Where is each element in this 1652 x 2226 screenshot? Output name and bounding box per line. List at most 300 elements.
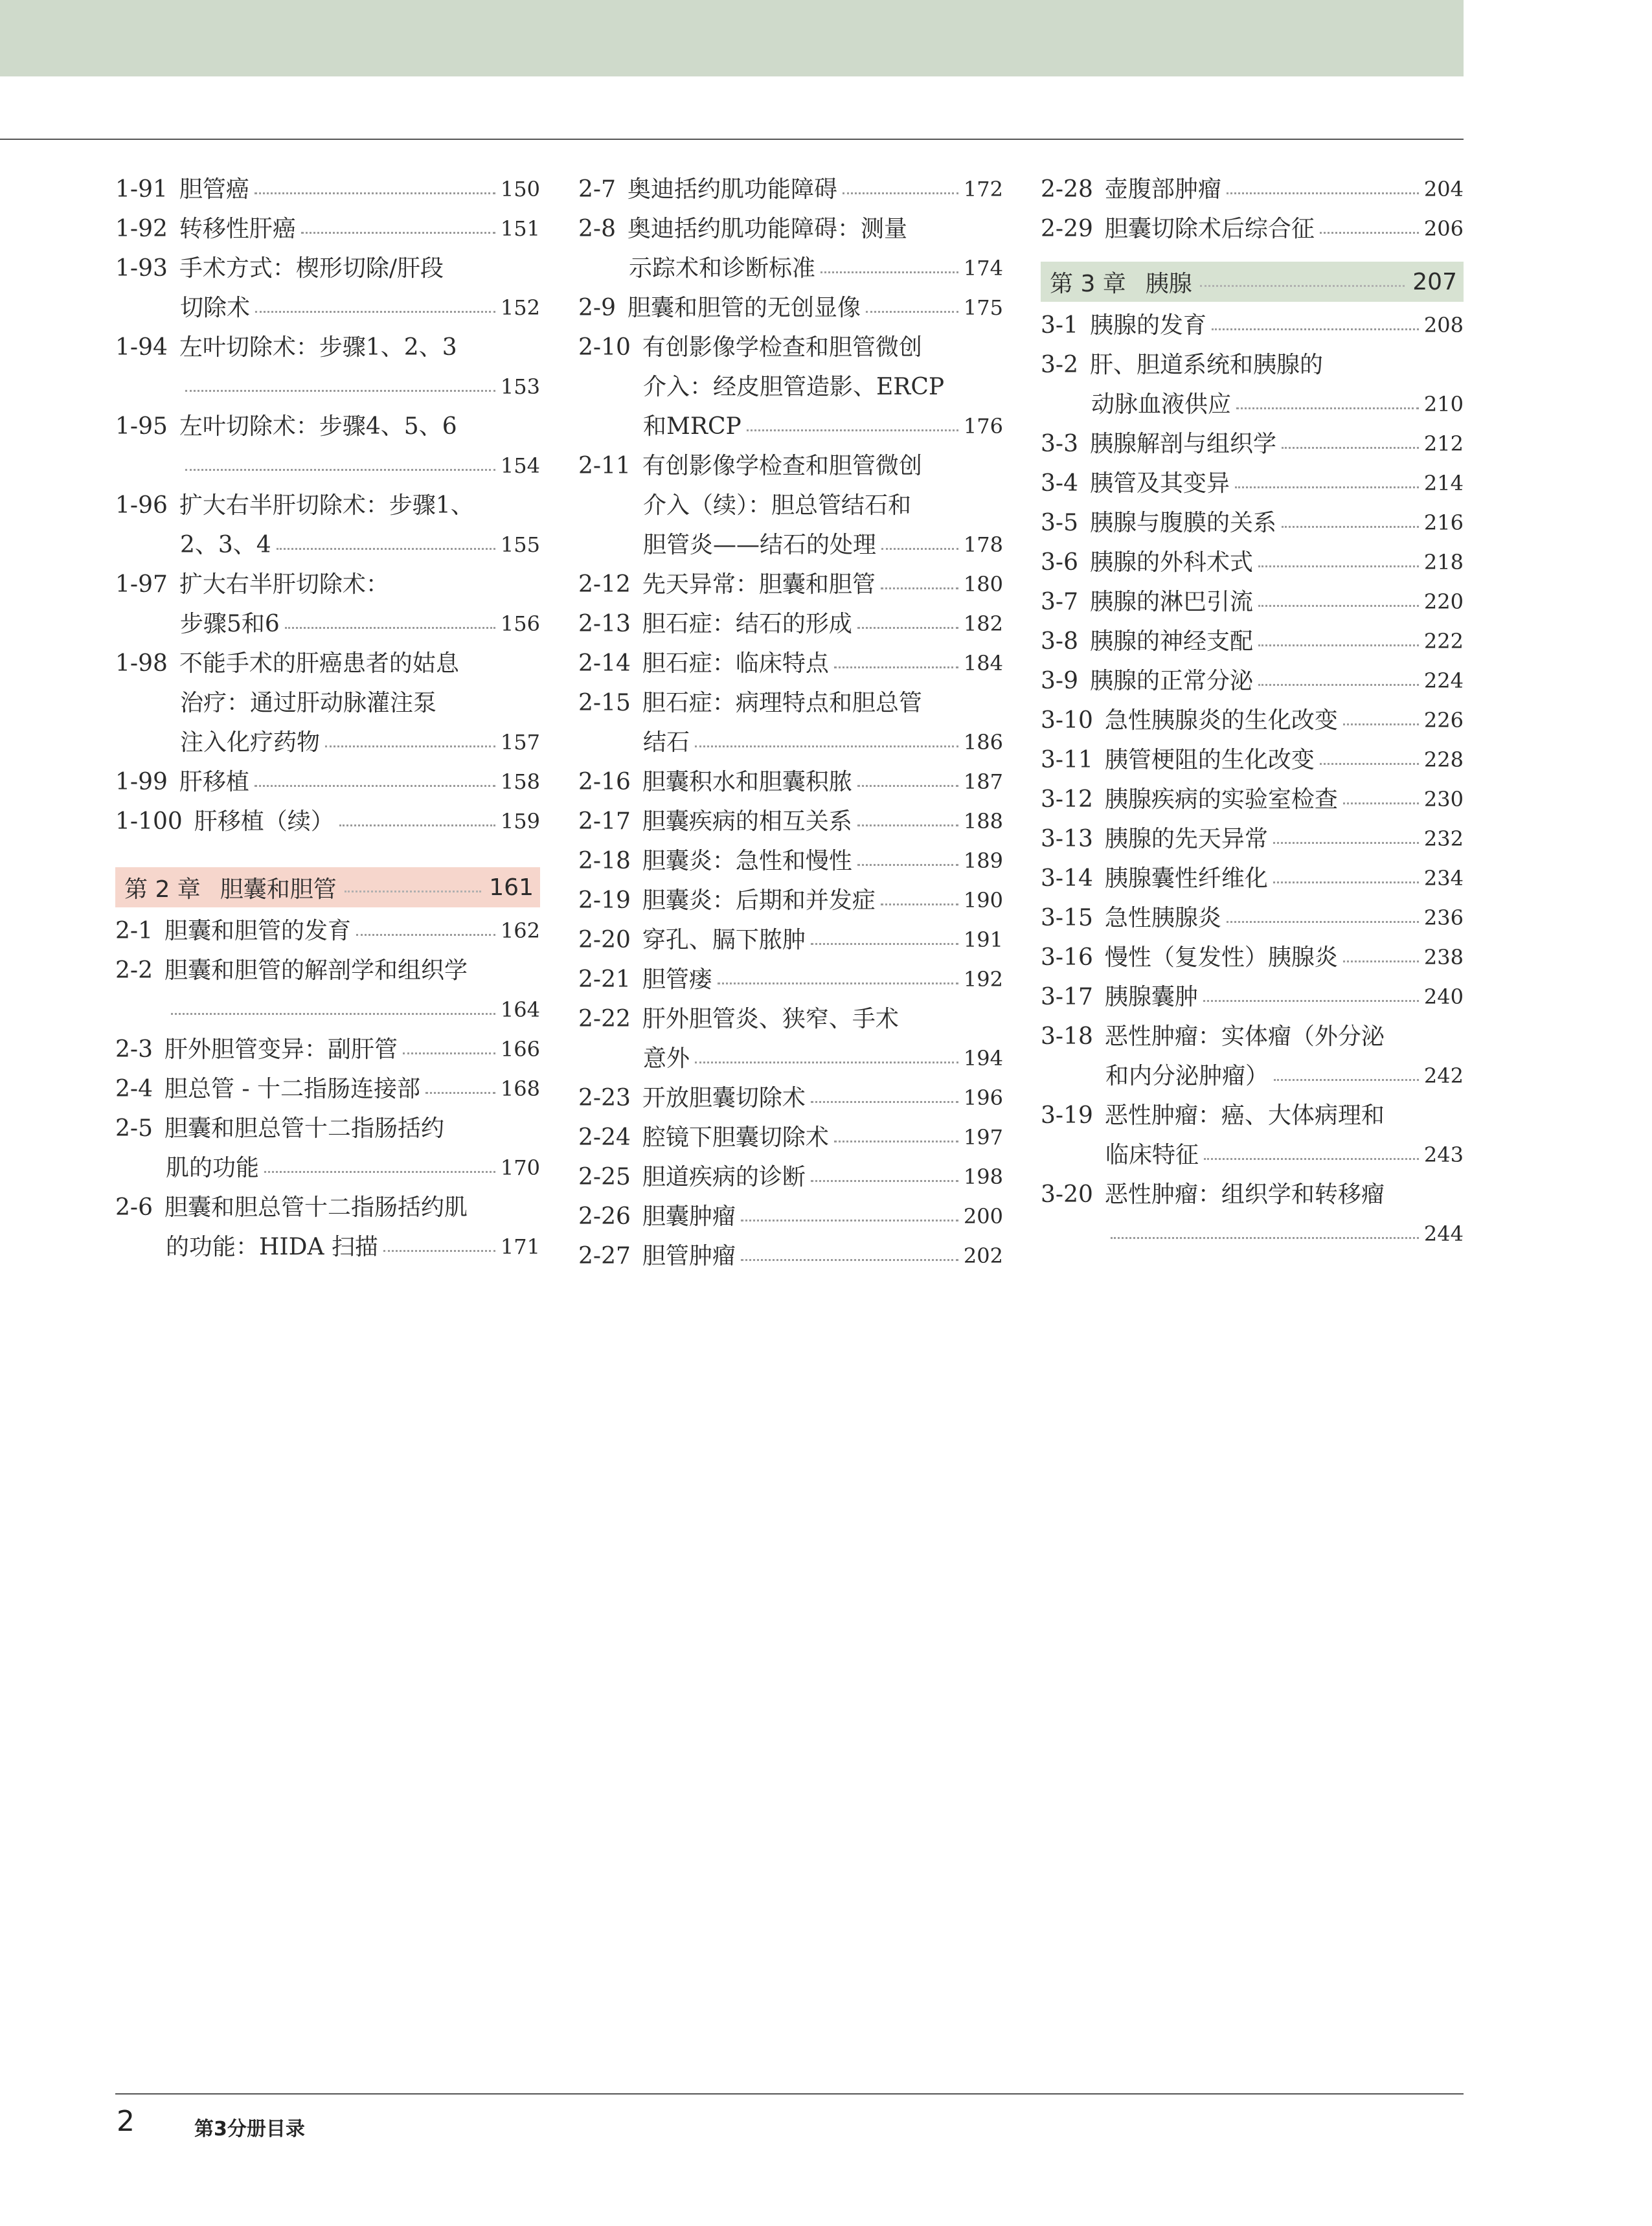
toc-entry-line bbox=[115, 604, 540, 644]
toc-entry-line bbox=[1041, 424, 1464, 464]
entry-number: 1-92 bbox=[115, 216, 168, 242]
entry-title: 胰腺解剖与组织学 bbox=[1089, 431, 1276, 457]
entry-title: 左叶切除术：步骤1、2、3 bbox=[179, 334, 457, 361]
entry-page-number: 174 bbox=[963, 256, 1003, 280]
toc-entry[interactable] bbox=[1041, 661, 1464, 701]
toc-entry[interactable] bbox=[1041, 1175, 1464, 1254]
toc-entry-line bbox=[115, 288, 540, 328]
toc-entry-line bbox=[578, 249, 1003, 288]
toc-entry-line bbox=[578, 170, 1003, 209]
toc-entry[interactable] bbox=[1041, 780, 1464, 819]
entry-title: 胆总管 - 十二指肠连接部 bbox=[164, 1076, 421, 1102]
entry-number: 3-5 bbox=[1041, 510, 1078, 536]
entry-title: 扩大右半肝切除术：步骤1、 bbox=[179, 492, 474, 519]
toc-entry-line bbox=[1041, 701, 1464, 740]
toc-entry-line bbox=[115, 407, 540, 446]
toc-entry[interactable] bbox=[578, 841, 1003, 881]
toc-entry[interactable] bbox=[115, 1069, 540, 1109]
entry-page-number: 214 bbox=[1423, 471, 1464, 495]
entry-number: 2-6 bbox=[115, 1194, 153, 1221]
toc-entry-line bbox=[115, 723, 540, 762]
entry-page-number: 228 bbox=[1423, 747, 1464, 772]
entry-number: 2-22 bbox=[578, 1006, 631, 1032]
toc-entry[interactable] bbox=[1041, 464, 1464, 503]
toc-entry[interactable] bbox=[115, 802, 540, 841]
toc-entry[interactable] bbox=[115, 209, 540, 249]
toc-entry[interactable] bbox=[1041, 1096, 1464, 1175]
toc-entry[interactable] bbox=[1041, 740, 1464, 780]
entry-title: 意外 bbox=[643, 1045, 690, 1072]
leader-dots bbox=[1200, 285, 1405, 287]
entry-number: 3-6 bbox=[1041, 549, 1078, 576]
entry-title: 胆囊和胆总管十二指肠括约 bbox=[164, 1115, 444, 1142]
toc-column-2 bbox=[578, 170, 1003, 1276]
toc-entry[interactable] bbox=[578, 170, 1003, 209]
entry-number: 2-7 bbox=[578, 176, 616, 203]
leader-dots bbox=[741, 1220, 958, 1221]
entry-title: 急性胰腺炎 bbox=[1104, 905, 1221, 931]
entry-page-number: 155 bbox=[500, 532, 540, 557]
entry-title: 肝移植（续） bbox=[194, 808, 334, 835]
toc-entry-line bbox=[115, 683, 540, 723]
entry-page-number: 232 bbox=[1423, 826, 1464, 851]
toc-entry[interactable] bbox=[578, 565, 1003, 604]
toc-entry[interactable] bbox=[578, 1236, 1003, 1276]
leader-dots bbox=[277, 548, 495, 550]
toc-entry[interactable] bbox=[1041, 819, 1464, 859]
entry-number: 2-5 bbox=[115, 1115, 153, 1142]
entry-page-number: 234 bbox=[1423, 866, 1464, 891]
toc-entry-line bbox=[1041, 345, 1464, 385]
leader-dots bbox=[425, 1092, 495, 1094]
entry-number: 2-25 bbox=[578, 1164, 631, 1190]
toc-entry-line bbox=[1041, 1096, 1464, 1135]
leader-dots bbox=[1273, 842, 1419, 844]
toc-entry[interactable] bbox=[115, 170, 540, 209]
entry-title: 胰腺疾病的实验室检查 bbox=[1104, 786, 1338, 813]
entry-page-number: 170 bbox=[500, 1155, 540, 1180]
toc-entry-line bbox=[578, 1197, 1003, 1236]
entry-title: 穿孔、膈下脓肿 bbox=[642, 927, 806, 953]
toc-entry-line bbox=[115, 209, 540, 249]
toc-entry[interactable] bbox=[578, 1157, 1003, 1197]
toc-entry-line bbox=[115, 525, 540, 565]
toc-entry-line bbox=[1041, 385, 1464, 424]
leader-dots bbox=[185, 469, 495, 471]
leader-dots bbox=[718, 982, 958, 984]
leader-dots bbox=[383, 1250, 495, 1252]
toc-entry[interactable] bbox=[115, 407, 540, 486]
entry-title: 注入化疗药物 bbox=[180, 729, 321, 756]
entry-title: 壶腹部肿瘤 bbox=[1104, 176, 1221, 203]
toc-entry-line bbox=[115, 1030, 540, 1069]
entry-number: 2-11 bbox=[578, 453, 631, 479]
entry-page-number: 188 bbox=[963, 809, 1003, 834]
entry-title: 胆管肿瘤 bbox=[642, 1243, 736, 1269]
toc-entry[interactable] bbox=[578, 1118, 1003, 1157]
toc-entry[interactable] bbox=[578, 328, 1003, 446]
toc-entry-line bbox=[1041, 898, 1464, 938]
entry-number: 2-29 bbox=[1041, 216, 1093, 242]
entry-number: 2-17 bbox=[578, 808, 631, 835]
toc-entry-line bbox=[115, 565, 540, 604]
toc-entry-line bbox=[578, 762, 1003, 802]
toc-entry-line bbox=[1041, 780, 1464, 819]
toc-entry[interactable] bbox=[1041, 306, 1464, 345]
entry-page-number: 197 bbox=[963, 1125, 1003, 1150]
leader-dots bbox=[403, 1052, 495, 1054]
toc-entry[interactable] bbox=[1041, 503, 1464, 543]
entry-number: 1-100 bbox=[115, 808, 183, 835]
toc-entry[interactable] bbox=[1041, 170, 1464, 209]
toc-entry[interactable] bbox=[115, 762, 540, 802]
entry-title: 胆管癌 bbox=[179, 176, 249, 203]
toc-entry-line bbox=[578, 328, 1003, 367]
leader-dots bbox=[1258, 565, 1419, 567]
entry-title: 介入（续）：胆总管结石和 bbox=[643, 492, 912, 519]
entry-title: 胰腺的发育 bbox=[1089, 312, 1206, 339]
entry-number: 3-12 bbox=[1041, 786, 1093, 813]
leader-dots bbox=[301, 232, 495, 234]
leader-dots bbox=[834, 1141, 958, 1142]
toc-entry-line bbox=[578, 683, 1003, 723]
leader-dots bbox=[1282, 447, 1419, 449]
entry-page-number: 151 bbox=[500, 216, 540, 241]
entry-title: 胆囊炎：后期和并发症 bbox=[642, 887, 876, 914]
toc-entry-line bbox=[1041, 661, 1464, 701]
leader-dots bbox=[1236, 407, 1419, 409]
entry-title: 胆囊切除术后综合征 bbox=[1104, 216, 1315, 242]
entry-number: 2-23 bbox=[578, 1085, 631, 1111]
entry-page-number: 238 bbox=[1423, 945, 1464, 970]
toc-entry[interactable] bbox=[1041, 209, 1464, 249]
chapter-page-number: 207 bbox=[1412, 268, 1457, 295]
leader-dots bbox=[1258, 644, 1419, 646]
entry-title: 步骤5和6 bbox=[180, 611, 280, 637]
leader-dots bbox=[695, 745, 958, 747]
toc-entry[interactable] bbox=[115, 1188, 540, 1267]
toc-entry[interactable] bbox=[578, 762, 1003, 802]
entry-title: 急性胰腺炎的生化改变 bbox=[1104, 707, 1338, 734]
entry-page-number: 150 bbox=[500, 177, 540, 201]
toc-entry-line bbox=[578, 1157, 1003, 1197]
toc-entry[interactable] bbox=[578, 683, 1003, 762]
toc-entry[interactable] bbox=[578, 1197, 1003, 1236]
leader-dots bbox=[1111, 1237, 1419, 1239]
entry-number: 3-18 bbox=[1041, 1023, 1093, 1050]
entry-number: 2-16 bbox=[578, 769, 631, 795]
toc-entry[interactable] bbox=[1041, 701, 1464, 740]
toc-entry-line bbox=[1041, 306, 1464, 345]
leader-dots bbox=[881, 903, 958, 905]
entry-page-number: 172 bbox=[963, 177, 1003, 201]
toc-entry-line bbox=[115, 911, 540, 951]
toc-entry[interactable] bbox=[578, 1078, 1003, 1118]
entry-page-number: 220 bbox=[1423, 589, 1464, 614]
entry-title: 胰腺的淋巴引流 bbox=[1089, 589, 1253, 615]
entry-title: 转移性肝癌 bbox=[179, 216, 296, 242]
entry-title: 切除术 bbox=[180, 295, 251, 321]
entry-title: 奥迪括约肌功能障碍：测量 bbox=[627, 216, 907, 242]
toc-entry-line bbox=[578, 999, 1003, 1039]
toc-entry-line bbox=[578, 288, 1003, 328]
toc-entry[interactable] bbox=[115, 249, 540, 328]
entry-page-number: 230 bbox=[1423, 787, 1464, 812]
toc-entry[interactable] bbox=[1041, 938, 1464, 977]
entry-title: 胰腺的外科术式 bbox=[1089, 549, 1253, 576]
entry-number: 2-15 bbox=[578, 690, 631, 716]
entry-page-number: 162 bbox=[500, 918, 540, 943]
leader-dots bbox=[1227, 192, 1419, 194]
leader-dots bbox=[857, 864, 958, 866]
toc-entry-line bbox=[115, 762, 540, 802]
entry-number: 3-2 bbox=[1041, 352, 1078, 378]
toc-entry[interactable] bbox=[1041, 582, 1464, 622]
header-color-band bbox=[0, 0, 1464, 76]
footer-title: 第3分册目录 bbox=[194, 2118, 305, 2141]
entry-number: 1-99 bbox=[115, 769, 168, 795]
toc-entry[interactable] bbox=[115, 1109, 540, 1188]
entry-title: 胆囊和胆管的发育 bbox=[164, 918, 351, 944]
entry-number: 3-14 bbox=[1041, 865, 1093, 892]
toc-entry-line bbox=[578, 446, 1003, 486]
footer-rule bbox=[115, 2093, 1464, 2095]
entry-page-number: 154 bbox=[500, 453, 540, 478]
entry-page-number: 202 bbox=[963, 1244, 1003, 1268]
chapter-label: 第 2 章 bbox=[124, 876, 201, 903]
toc-entry[interactable] bbox=[578, 881, 1003, 920]
entry-number: 3-4 bbox=[1041, 470, 1078, 497]
leader-dots bbox=[881, 587, 958, 589]
toc-entry-line bbox=[1041, 1017, 1464, 1056]
entry-page-number: 216 bbox=[1423, 510, 1464, 535]
toc-entry-line bbox=[1041, 740, 1464, 780]
entry-title: 胰腺囊肿 bbox=[1104, 984, 1198, 1010]
toc-entry-line bbox=[1041, 819, 1464, 859]
entry-title: 介入：经皮胆管造影、ERCP bbox=[643, 374, 945, 400]
toc-entry[interactable] bbox=[115, 1030, 540, 1069]
entry-title: 手术方式：楔形切除/肝段 bbox=[179, 255, 444, 282]
chapter-title: 胆囊和胆管 bbox=[220, 876, 337, 903]
entry-page-number: 226 bbox=[1423, 708, 1464, 733]
toc-entry[interactable] bbox=[578, 999, 1003, 1078]
toc-entry-line bbox=[115, 328, 540, 367]
entry-title: 胆囊肿瘤 bbox=[642, 1203, 736, 1230]
entry-page-number: 184 bbox=[963, 651, 1003, 676]
leader-dots bbox=[1204, 1158, 1419, 1160]
toc-entry-line bbox=[1041, 1056, 1464, 1096]
toc-entry[interactable] bbox=[1041, 622, 1464, 661]
toc-entry[interactable] bbox=[578, 604, 1003, 644]
entry-title: 胆石症：结石的形成 bbox=[642, 611, 852, 637]
entry-title: 和内分泌肿瘤） bbox=[1105, 1063, 1269, 1089]
entry-number: 2-9 bbox=[578, 295, 616, 321]
entry-title: 腔镜下胆囊切除术 bbox=[642, 1124, 829, 1151]
toc-entry[interactable] bbox=[578, 960, 1003, 999]
leader-dots bbox=[325, 745, 495, 747]
entry-page-number: 190 bbox=[963, 888, 1003, 913]
toc-entry-line bbox=[115, 170, 540, 209]
leader-dots bbox=[345, 891, 481, 892]
entry-title: 治疗：通过肝动脉灌注泵 bbox=[180, 690, 437, 716]
toc-entry-line bbox=[578, 960, 1003, 999]
entry-number: 2-24 bbox=[578, 1124, 631, 1151]
entry-number: 1-98 bbox=[115, 650, 168, 677]
toc-entry-line bbox=[115, 486, 540, 525]
leader-dots bbox=[1273, 881, 1419, 883]
leader-dots bbox=[1320, 763, 1419, 765]
leader-dots bbox=[1343, 802, 1419, 804]
chapter-page-number: 161 bbox=[489, 874, 534, 901]
leader-dots bbox=[356, 934, 495, 936]
toc-entry[interactable] bbox=[1041, 345, 1464, 424]
chapter-label: 第 3 章 bbox=[1050, 270, 1126, 297]
leader-dots bbox=[1274, 1079, 1419, 1081]
toc-column-1 bbox=[115, 170, 540, 1267]
entry-number: 1-96 bbox=[115, 492, 168, 519]
entry-number: 2-12 bbox=[578, 571, 631, 598]
entry-number: 2-28 bbox=[1041, 176, 1093, 203]
entry-number: 1-97 bbox=[115, 571, 168, 598]
entry-number: 3-16 bbox=[1041, 944, 1093, 971]
entry-page-number: 212 bbox=[1423, 431, 1464, 456]
entry-page-number: 159 bbox=[500, 809, 540, 834]
leader-dots bbox=[811, 1101, 958, 1103]
toc-entry-line bbox=[115, 446, 540, 486]
leader-dots bbox=[857, 824, 958, 826]
entry-page-number: 204 bbox=[1423, 177, 1464, 201]
toc-entry[interactable] bbox=[115, 328, 540, 407]
toc-entry[interactable] bbox=[115, 911, 540, 951]
toc-entry-line bbox=[1041, 938, 1464, 977]
entry-number: 3-1 bbox=[1041, 312, 1078, 339]
toc-entry[interactable] bbox=[578, 209, 1003, 288]
toc-entry[interactable] bbox=[115, 644, 540, 762]
entry-page-number: 206 bbox=[1423, 216, 1464, 241]
leader-dots bbox=[1343, 723, 1419, 725]
entry-page-number: 166 bbox=[500, 1037, 540, 1062]
toc-entry[interactable] bbox=[1041, 977, 1464, 1017]
leader-dots bbox=[834, 666, 958, 668]
entry-title: 胰管梗阻的生化改变 bbox=[1104, 747, 1315, 773]
toc-entry-line bbox=[578, 881, 1003, 920]
toc-entry[interactable] bbox=[115, 951, 540, 1030]
entry-title: 肝外胆管炎、狭窄、手术 bbox=[642, 1006, 899, 1032]
toc-entry-line bbox=[578, 644, 1003, 683]
toc-entry[interactable] bbox=[1041, 543, 1464, 582]
toc-entry[interactable] bbox=[115, 486, 540, 565]
leader-dots bbox=[1320, 232, 1419, 234]
entry-page-number: 168 bbox=[500, 1076, 540, 1101]
entry-page-number: 175 bbox=[963, 295, 1003, 320]
leader-dots bbox=[1282, 526, 1419, 528]
toc-entry[interactable] bbox=[578, 644, 1003, 683]
toc-entry-line bbox=[115, 249, 540, 288]
entry-number: 2-8 bbox=[578, 216, 616, 242]
entry-title: 2、3、4 bbox=[180, 532, 271, 558]
entry-number: 1-95 bbox=[115, 413, 168, 440]
entry-number: 3-20 bbox=[1041, 1181, 1093, 1208]
entry-title: 恶性肿瘤：实体瘤（外分泌 bbox=[1104, 1023, 1385, 1050]
entry-title: 胆管炎——结石的处理 bbox=[643, 532, 877, 558]
leader-dots bbox=[1212, 328, 1419, 330]
entry-title: 胆囊和胆管的解剖学和组织学 bbox=[164, 957, 468, 984]
toc-entry-line bbox=[1041, 170, 1464, 209]
footer-page-number: 2 bbox=[117, 2105, 135, 2138]
entry-title: 示踪术和诊断标准 bbox=[629, 255, 816, 282]
toc-entry-line bbox=[1041, 859, 1464, 898]
entry-page-number: 192 bbox=[963, 967, 1003, 992]
entry-title: 胆囊和胆总管十二指肠括约肌 bbox=[164, 1194, 468, 1221]
toc-entry[interactable] bbox=[1041, 424, 1464, 464]
toc-entry-line bbox=[578, 407, 1003, 446]
entry-title: 胆石症：病理特点和胆总管 bbox=[642, 690, 922, 716]
entry-page-number: 242 bbox=[1423, 1063, 1464, 1088]
toc-entry[interactable] bbox=[1041, 859, 1464, 898]
leader-dots bbox=[1258, 605, 1419, 607]
chapter-heading[interactable] bbox=[115, 867, 540, 907]
toc-entry[interactable] bbox=[578, 802, 1003, 841]
toc-entry[interactable] bbox=[578, 920, 1003, 960]
entry-page-number: 222 bbox=[1423, 629, 1464, 653]
leader-dots bbox=[820, 271, 958, 273]
entry-page-number: 243 bbox=[1423, 1142, 1464, 1167]
entry-number: 1-94 bbox=[115, 334, 168, 361]
entry-number: 2-18 bbox=[578, 848, 631, 874]
toc-entry-line bbox=[115, 367, 540, 407]
leader-dots bbox=[1258, 684, 1419, 686]
toc-entry[interactable] bbox=[578, 446, 1003, 565]
toc-entry-line bbox=[1041, 1175, 1464, 1214]
entry-number: 2-4 bbox=[115, 1076, 153, 1102]
leader-dots bbox=[171, 1013, 495, 1015]
leader-dots bbox=[1227, 921, 1419, 923]
toc-entry-line bbox=[115, 644, 540, 683]
entry-page-number: 176 bbox=[963, 414, 1003, 438]
toc-entry-line bbox=[578, 565, 1003, 604]
toc-entry[interactable] bbox=[578, 288, 1003, 328]
chapter-heading[interactable] bbox=[1041, 262, 1464, 302]
entry-title: 胰腺的神经支配 bbox=[1089, 628, 1253, 655]
entry-page-number: 157 bbox=[500, 730, 540, 755]
entry-number: 2-27 bbox=[578, 1243, 631, 1269]
entry-title: 胆囊疾病的相互关系 bbox=[642, 808, 852, 835]
leader-dots bbox=[1343, 960, 1419, 962]
entry-number: 3-9 bbox=[1041, 668, 1078, 694]
toc-entry[interactable] bbox=[1041, 898, 1464, 938]
entry-number: 2-3 bbox=[115, 1036, 153, 1063]
toc-entry-line bbox=[115, 1188, 540, 1227]
leader-dots bbox=[285, 627, 495, 629]
entry-title: 肝移植 bbox=[179, 769, 249, 795]
entry-title: 有创影像学检查和胆管微创 bbox=[642, 453, 922, 479]
leader-dots bbox=[811, 1180, 958, 1182]
entry-number: 2-14 bbox=[578, 650, 631, 677]
entry-page-number: 196 bbox=[963, 1085, 1003, 1110]
entry-title: 结石 bbox=[643, 729, 690, 756]
toc-entry-line bbox=[578, 1078, 1003, 1118]
entry-page-number: 236 bbox=[1423, 905, 1464, 930]
toc-entry-line bbox=[578, 802, 1003, 841]
entry-number: 3-3 bbox=[1041, 431, 1078, 457]
entry-page-number: 208 bbox=[1423, 313, 1464, 337]
toc-entry-line bbox=[115, 802, 540, 841]
chapter-title: 胰腺 bbox=[1145, 270, 1192, 297]
toc-entry[interactable] bbox=[115, 565, 540, 644]
entry-page-number: 218 bbox=[1423, 550, 1464, 574]
toc-entry[interactable] bbox=[1041, 1017, 1464, 1096]
entry-page-number: 186 bbox=[963, 730, 1003, 755]
